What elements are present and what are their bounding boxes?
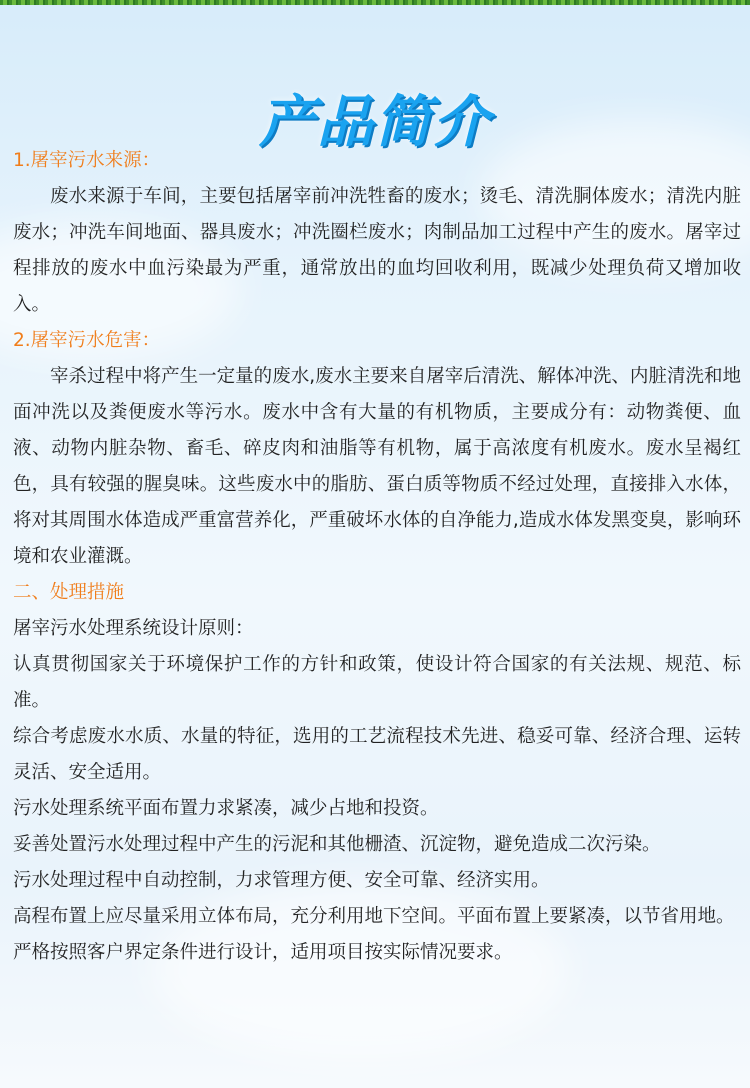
- principle-item: 污水处理过程中自动控制，力求管理方便、安全可靠、经济实用。: [13, 870, 550, 891]
- page-title: 产品简介: [259, 89, 491, 155]
- section-text-source: 废水来源于车间，主要包括屠宰前冲洗牲畜的废水；烫毛、清洗胴体废水；清洗内脏废水；冲洗车间地面、器具废水；冲洗圈栏废水；肉制品加工过程中产生的废水。屠宰过程排放的废水中血污染最为严重，通常放出的血均回收利用，既减少处理负荷又增加收入。: [13, 186, 741, 315]
- section-heading-source: 1.屠宰污水来源：: [13, 150, 161, 171]
- principle-item: 认真贯彻国家关于环境保护工作的方针和政策，使设计符合国家的有关法规、规范、标准。: [13, 654, 741, 711]
- principles-intro: 屠宰污水处理系统设计原则：: [13, 618, 254, 639]
- grass-border-decoration: [0, 0, 750, 5]
- principle-item: 污水处理系统平面布置力求紧凑，减少占地和投资。: [13, 798, 439, 819]
- principle-item: 严格按照客户界定条件进行设计，适用项目按实际情况要求。: [13, 942, 513, 963]
- principle-item: 高程布置上应尽量采用立体布局，充分利用地下空间。平面布置上要紧凑，以节省用地。: [13, 906, 735, 927]
- section-heading-measures: 二、处理措施: [13, 582, 125, 603]
- article-body: [13, 143, 741, 971]
- principle-item: 妥善处置污水处理过程中产生的污泥和其他栅渣、沉淀物，避免造成二次污染。: [13, 834, 661, 855]
- principle-item: 综合考虑废水水质、水量的特征，选用的工艺流程技术先进、稳妥可靠、经济合理、运转灵活、安全适用。: [13, 726, 741, 783]
- section-text-harm: 宰杀过程中将产生一定量的废水,废水主要来自屠宰后清洗、解体冲洗、内脏清洗和地面冲洗以及粪便废水等污水。废水中含有大量的有机物质，主要成分有：动物粪便、血液、动物内脏杂物、畜毛、碎皮肉和油脂等有机物，属于高浓度有机废水。废水呈褐红色，具有较强的腥臭味。这些废水中的脂肪、蛋白质等物质不经过处理，直接排入水体，将对其周围水体造成严重富营养化，严重破坏水体的自净能力,造成水体发黑变臭，影响环境和农业灌溉。: [13, 366, 741, 567]
- section-heading-harm: 2.屠宰污水危害：: [13, 330, 161, 351]
